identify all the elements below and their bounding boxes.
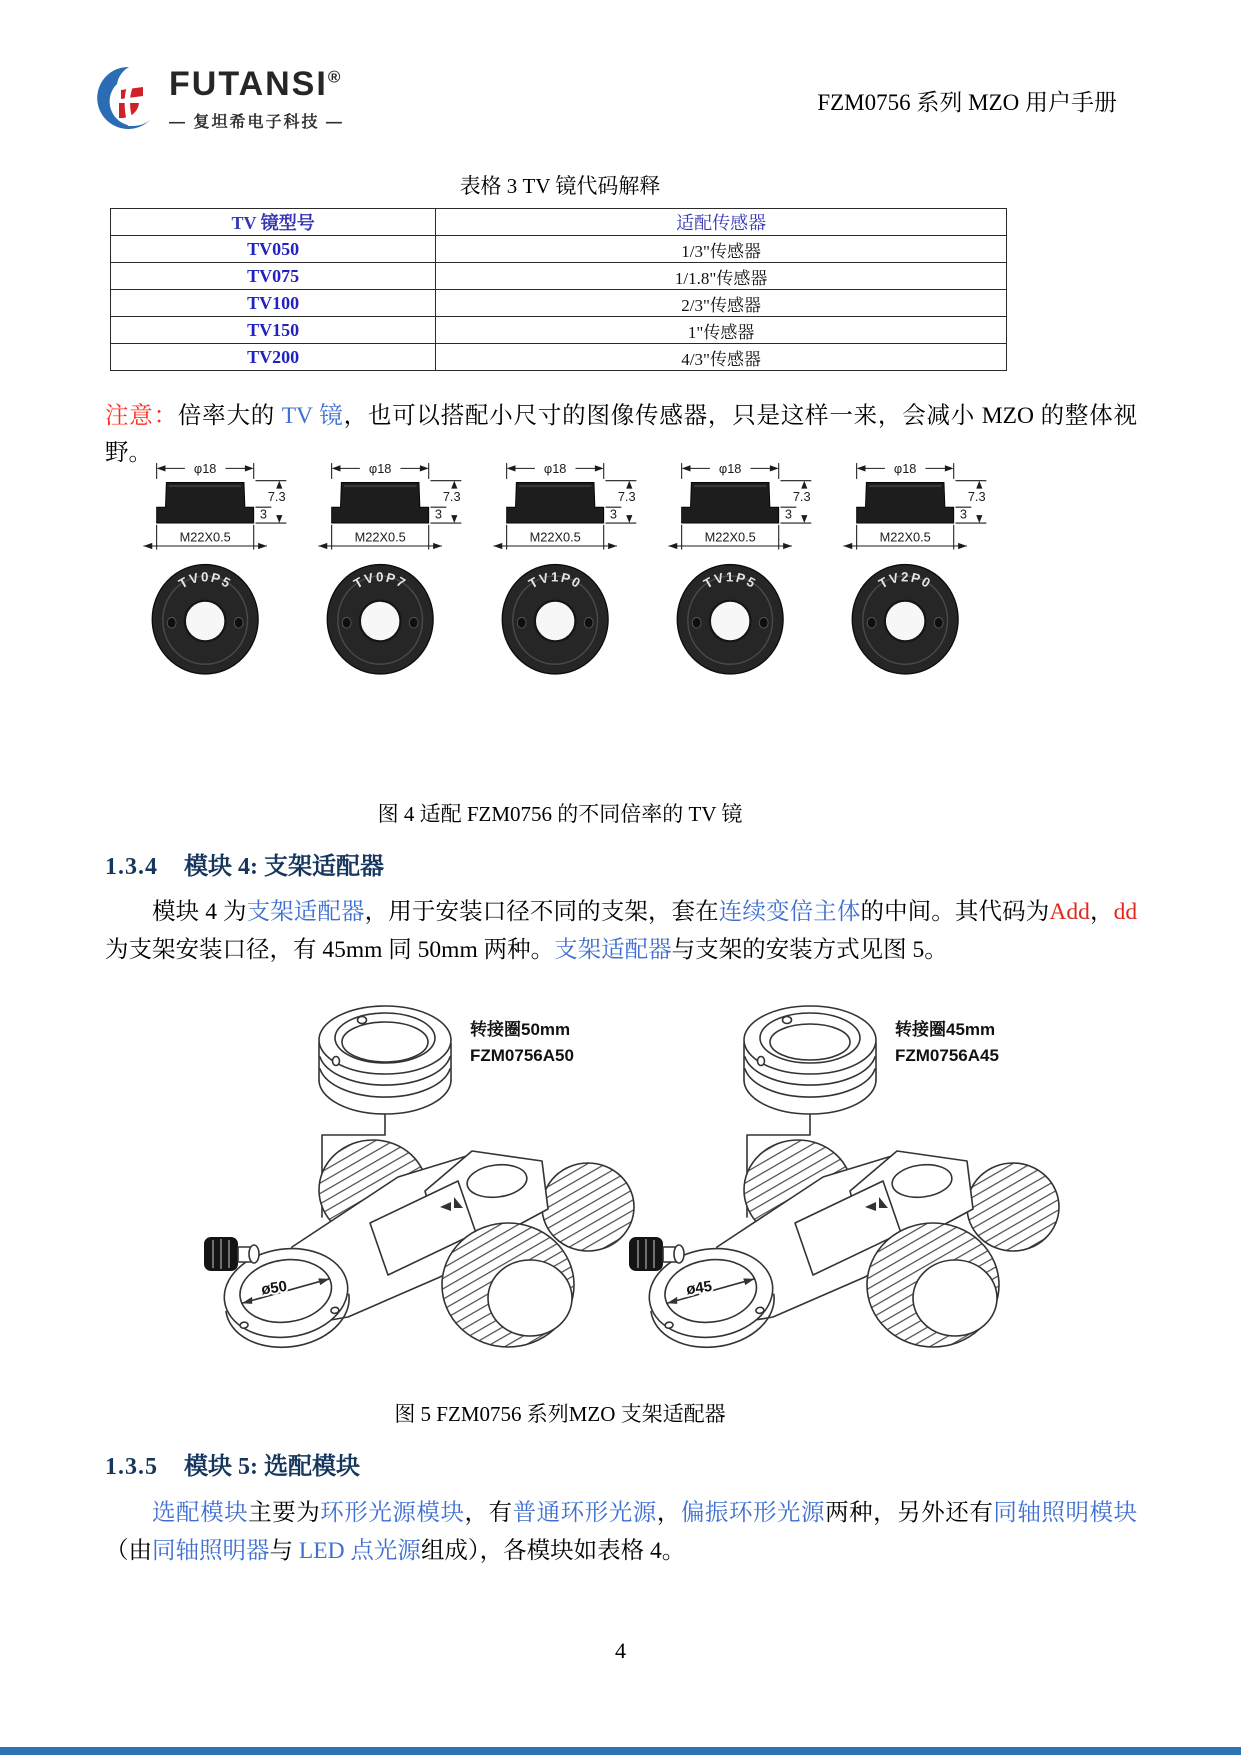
body-text: 与 [269, 1538, 299, 1564]
futansi-logo-icon [95, 66, 159, 130]
zoom-body-link: 连续变倍主体 [718, 899, 861, 925]
dim-diameter: φ18 [893, 460, 917, 476]
tv-lens-drawing-2 [305, 456, 473, 681]
normal-ring-light-link: 普通环形光源 [512, 1500, 657, 1526]
body-text: ，用于安装口径不同的支架，套在 [364, 899, 719, 925]
lens-engraving: TV1P5 [701, 569, 760, 592]
ring-label-model: FZM0756A45 [895, 1046, 999, 1065]
optional-module-link: 选配模块 [152, 1500, 249, 1526]
note-text: ，也可以搭配小尺寸的图像传感器，只是这样一来，会减小 MZO 的整体视野。 [105, 403, 1137, 466]
dim-thread: M22X0.5 [879, 529, 931, 545]
zoom-body-drawing [629, 1140, 1059, 1355]
ring-diameter-label: ø50 [260, 1277, 289, 1299]
section-title: 模块 4: 支架适配器 [184, 854, 384, 880]
table-header-row [111, 209, 1007, 236]
ring-label-model: FZM0756A50 [470, 1046, 574, 1065]
document-title: FZM0756 系列 MZO 用户手册 [817, 90, 1117, 115]
body-text: ， [1089, 899, 1114, 925]
led-point-source-link: LED 点光源 [298, 1538, 421, 1564]
sensor-cell: 4/3"传感器 [436, 344, 1007, 371]
ring-label-size: 转接圈50mm [470, 1020, 571, 1039]
page-number: 4 [615, 1638, 626, 1663]
brand-name: FUTANSI® [169, 65, 343, 103]
lens-engraving: TV0P7 [351, 569, 410, 592]
dim-height: 7.3 [967, 489, 986, 504]
dim-height: 7.3 [442, 489, 461, 504]
futansi-logo [95, 66, 395, 132]
dim-flange: 3 [959, 506, 967, 522]
model-cell: TV150 [111, 317, 436, 344]
coaxial-module-link: 同轴照明模块 [993, 1500, 1138, 1526]
dim-thread: M22X0.5 [529, 529, 581, 545]
figure5-caption: 图 5 FZM0756 系列MZO 支架适配器 [394, 1402, 726, 1426]
dim-flange: 3 [609, 506, 617, 522]
model-cell: TV200 [111, 344, 436, 371]
lens-engraving: TV0P5 [176, 569, 235, 592]
paragraph-135 [105, 1494, 1137, 1570]
dim-thread: M22X0.5 [179, 529, 231, 545]
figure4-caption: 图 4 适配 FZM0756 的不同倍率的 TV 镜 [377, 802, 743, 826]
table-row [111, 263, 1007, 290]
body-text: ，有 [464, 1500, 513, 1526]
sensor-cell: 2/3"传感器 [436, 290, 1007, 317]
section-title: 模块 5: 选配模块 [184, 1454, 360, 1480]
section-heading-135 [105, 1446, 360, 1481]
paragraph-134 [105, 893, 1137, 969]
tv-lens-drawing-3 [480, 456, 648, 681]
adapter-ring-45 [744, 1006, 876, 1114]
bracket-adapter-link: 支架适配器 [554, 937, 672, 963]
ring-label-size: 转接圈45mm [895, 1020, 996, 1039]
dim-flange: 3 [784, 506, 792, 522]
model-cell: TV075 [111, 263, 436, 290]
dim-thread: M22X0.5 [704, 529, 756, 545]
note-label: 注意： [105, 403, 178, 429]
table3-caption: 表格 3 TV 镜代码解释 [459, 174, 661, 198]
dim-diameter: φ18 [193, 460, 217, 476]
dim-height: 7.3 [267, 489, 286, 504]
coaxial-illuminator-link: 同轴照明器 [152, 1538, 270, 1564]
tv-lens-drawing-4 [655, 456, 823, 681]
body-text: 的中间。其代码为 [860, 899, 1050, 925]
section-number: 1.3.5 [105, 1454, 158, 1480]
ring-diameter-label: ø45 [685, 1277, 714, 1299]
col-header-sensor: 适配传感器 [436, 209, 1007, 236]
body-text: （由 [105, 1538, 152, 1564]
dim-thread: M22X0.5 [354, 529, 406, 545]
table-row [111, 317, 1007, 344]
section-heading-134 [105, 846, 384, 881]
tv-lens-drawing-5 [830, 456, 998, 681]
brand-subtitle: — 复坦希电子科技 — [169, 114, 344, 132]
table-row [111, 344, 1007, 371]
note-text: 倍率大的 [177, 403, 282, 429]
body-text: 为支架安装口径，有 45mm 同 50mm 两种。 [105, 937, 555, 963]
sensor-cell: 1/1.8"传感器 [436, 263, 1007, 290]
table-row [111, 290, 1007, 317]
tv-lens-table [110, 208, 1007, 371]
dim-diameter: φ18 [543, 460, 567, 476]
body-text: 组成），各模块如表格 4。 [420, 1538, 686, 1564]
sensor-cell: 1/3"传感器 [436, 236, 1007, 263]
dim-height: 7.3 [792, 489, 811, 504]
adapter-ring-50 [319, 1006, 451, 1114]
sensor-cell: 1"传感器 [436, 317, 1007, 344]
table-row [111, 236, 1007, 263]
code-dd: dd [1113, 899, 1138, 925]
model-cell: TV100 [111, 290, 436, 317]
figure4-drawings [130, 456, 998, 681]
tv-lens-drawing-1 [130, 456, 298, 681]
adapter-unit-45 [565, 985, 1065, 1370]
lens-engraving: TV1P0 [526, 569, 585, 592]
lens-engraving: TV2P0 [876, 569, 935, 592]
col-header-model: TV 镜型号 [111, 209, 436, 236]
dim-flange: 3 [259, 506, 267, 522]
body-text: 两种，另外还有 [825, 1500, 994, 1526]
dim-flange: 3 [434, 506, 442, 522]
dim-diameter: φ18 [718, 460, 742, 476]
body-text: 主要为 [248, 1500, 321, 1526]
dim-height: 7.3 [617, 489, 636, 504]
tv-lens-link: TV 镜 [281, 403, 344, 429]
body-text: 模块 4 为 [152, 899, 247, 925]
bottom-blue-bar [0, 1747, 1241, 1755]
body-text: ， [656, 1500, 681, 1526]
registered-mark: ® [327, 67, 343, 87]
bracket-adapter-link: 支架适配器 [246, 899, 365, 925]
code-add: Add [1049, 899, 1090, 925]
ring-light-module-link: 环形光源模块 [320, 1500, 465, 1526]
body-text: 与支架的安装方式见图 5。 [671, 937, 948, 963]
polarized-ring-light-link: 偏振环形光源 [680, 1500, 826, 1526]
model-cell: TV050 [111, 236, 436, 263]
section-number: 1.3.4 [105, 854, 158, 880]
dim-diameter: φ18 [368, 460, 392, 476]
